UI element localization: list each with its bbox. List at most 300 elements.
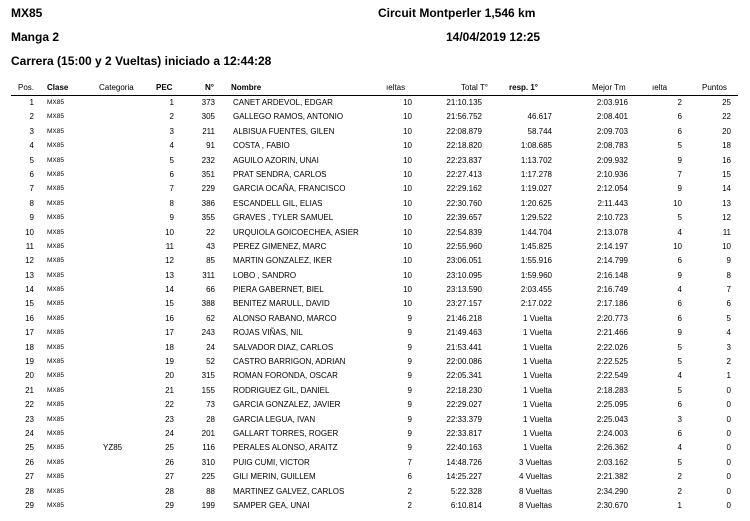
- col-header-nombre: Nombre: [231, 83, 262, 92]
- cell-num: 199: [201, 500, 215, 510]
- cell-mejor: 2:14.197: [596, 241, 628, 251]
- cell-clase: MX85: [47, 127, 64, 135]
- cell-num: 211: [202, 126, 215, 136]
- cell-clase: MX85: [47, 372, 64, 380]
- cell-clase: MX85: [47, 242, 64, 250]
- cell-pec: 25: [165, 443, 174, 453]
- cell-total: 22:54.839: [446, 227, 482, 237]
- cell-mejor: 2:16.749: [596, 285, 628, 295]
- cell-resp: 1 Vuelta: [522, 328, 552, 338]
- cell-pos: 28: [25, 486, 34, 496]
- cell-vueltas: 6: [407, 472, 412, 482]
- table-row: [0, 227, 750, 241]
- cell-vueltas: 9: [407, 443, 412, 453]
- cell-pos: 18: [25, 342, 34, 352]
- cell-pos: 1: [29, 98, 34, 107]
- cell-vuelta: 4: [677, 227, 682, 237]
- cell-mejor: 2:09.932: [596, 155, 628, 165]
- cell-clase: MX85: [47, 429, 64, 437]
- cell-puntos: 22: [722, 112, 731, 122]
- header-divider: [11, 95, 738, 96]
- cell-num: 43: [206, 241, 215, 251]
- cell-vuelta: 6: [677, 126, 682, 136]
- cell-mejor: 2:21.382: [596, 472, 628, 482]
- cell-mejor: 2:22.525: [596, 357, 628, 367]
- cell-pec: 28: [165, 486, 174, 496]
- cell-vuelta: 6: [677, 256, 682, 266]
- cell-resp: 46.617: [527, 112, 552, 122]
- cell-vueltas: 9: [407, 371, 412, 381]
- table-row: [0, 500, 750, 514]
- table-row: [0, 212, 750, 226]
- cell-resp: 58.744: [527, 126, 552, 136]
- cell-puntos: 7: [726, 285, 731, 295]
- cell-puntos: 6: [726, 299, 731, 309]
- cell-resp: 1 Vuelta: [522, 313, 552, 323]
- cell-clase: MX85: [47, 329, 64, 337]
- cell-mejor: 2:21.466: [596, 328, 628, 338]
- cell-pec: 16: [165, 313, 174, 323]
- cell-resp: 1 Vuelta: [522, 357, 552, 367]
- cell-puntos: 0: [726, 443, 731, 453]
- cell-pec: 17: [165, 328, 174, 338]
- cell-pos: 15: [25, 299, 34, 309]
- cell-nombre: GALLEGO RAMOS, ANTONIO: [233, 112, 344, 122]
- cell-clase: MX85: [47, 343, 64, 351]
- cell-clase: MX85: [47, 214, 64, 222]
- cell-vueltas: 10: [403, 241, 412, 251]
- cell-vueltas: 7: [407, 457, 412, 467]
- cell-puntos: 15: [722, 169, 731, 179]
- cell-total: 21:10.135: [446, 98, 482, 107]
- cell-mejor: 2:25.095: [596, 400, 628, 410]
- cell-vuelta: 4: [677, 285, 682, 295]
- cell-vueltas: 10: [403, 141, 412, 151]
- cell-vuelta: 6: [677, 313, 682, 323]
- cell-mejor: 2:14.799: [596, 256, 628, 266]
- col-header-total: Total T°: [460, 83, 488, 92]
- cell-total: 22:18.230: [446, 385, 482, 395]
- cell-pos: 2: [29, 112, 34, 122]
- cell-total: 22:00.086: [446, 357, 482, 367]
- cell-puntos: 0: [726, 472, 731, 482]
- cell-num: 52: [206, 357, 215, 367]
- col-header-mejor: Mejor Tm: [592, 83, 626, 92]
- cell-clase: MX85: [47, 271, 64, 279]
- cell-clase: MX85: [47, 358, 64, 366]
- cell-pec: 21: [165, 385, 174, 395]
- cell-mejor: 2:12.054: [596, 184, 628, 194]
- cell-puntos: 0: [726, 428, 731, 438]
- cell-nombre: ROMAN FORONDA, OSCAR: [233, 371, 338, 381]
- cell-puntos: 8: [726, 270, 731, 280]
- cell-resp: 1 Vuelta: [522, 400, 552, 410]
- cell-mejor: 2:18.283: [596, 385, 628, 395]
- cell-vuelta: 7: [677, 169, 682, 179]
- col-header-pec: PEC: [156, 83, 173, 92]
- cell-num: 225: [201, 472, 215, 482]
- cell-vueltas: 2: [407, 486, 412, 496]
- cell-vuelta: 2: [677, 98, 682, 107]
- cell-num: 24: [206, 342, 215, 352]
- cell-vueltas: 9: [407, 342, 412, 352]
- cell-pec: 23: [165, 414, 174, 424]
- cell-mejor: 2:10.936: [596, 169, 628, 179]
- cell-mejor: 2:09.703: [596, 126, 628, 136]
- cell-total: 5:22.328: [450, 486, 482, 496]
- cell-pos: 16: [25, 313, 34, 323]
- table-row: [0, 126, 750, 140]
- cell-nombre: ROJAS VIÑAS, NIL: [233, 328, 303, 338]
- cell-clase: MX85: [47, 487, 64, 495]
- cell-nombre: BENITEZ MARULL, DAVID: [233, 299, 330, 309]
- cell-pec: 22: [165, 400, 174, 410]
- cell-nombre: MARTIN GONZALEZ, IKER: [233, 256, 332, 266]
- cell-puntos: 13: [722, 198, 731, 208]
- cell-pec: 20: [165, 371, 174, 381]
- cell-pos: 10: [25, 227, 34, 237]
- cell-vuelta: 5: [677, 342, 682, 352]
- cell-mejor: 2:26.362: [596, 443, 628, 453]
- cell-total: 21:53.441: [446, 342, 482, 352]
- table-row: [0, 370, 750, 384]
- cell-num: 311: [202, 270, 215, 280]
- cell-vueltas: 9: [407, 357, 412, 367]
- cell-resp: 2:17.022: [520, 299, 552, 309]
- cell-pec: 27: [165, 472, 174, 482]
- cell-resp: 1 Vuelta: [522, 443, 552, 453]
- cell-mejor: 2:24.003: [596, 428, 628, 438]
- table-row: [0, 385, 750, 399]
- cell-vuelta: 10: [673, 198, 682, 208]
- table-row: [0, 399, 750, 413]
- cell-total: 22:05.341: [446, 371, 482, 381]
- col-header-clase: Clase: [47, 83, 69, 92]
- cell-puntos: 0: [726, 385, 731, 395]
- cell-clase: MX85: [47, 286, 64, 294]
- table-row: [0, 140, 750, 154]
- cell-total: 22:08.879: [446, 126, 482, 136]
- cell-vueltas: 10: [403, 155, 412, 165]
- cell-puntos: 2: [726, 357, 731, 367]
- cell-num: 373: [201, 98, 215, 107]
- cell-vuelta: 10: [673, 241, 682, 251]
- cell-vueltas: 10: [403, 184, 412, 194]
- cell-pos: 14: [25, 285, 34, 295]
- cell-pec: 13: [165, 270, 174, 280]
- cell-mejor: 2:08.401: [596, 112, 628, 122]
- cell-vuelta: 2: [677, 486, 682, 496]
- circuit-title: Circuit Montperler 1,546 km: [378, 6, 536, 20]
- cell-pos: 4: [29, 141, 34, 151]
- cell-total: 22:39.657: [446, 213, 482, 223]
- cell-pec: 1: [169, 98, 174, 107]
- cell-pec: 10: [165, 227, 174, 237]
- cell-clase: MX85: [47, 228, 64, 236]
- cell-nombre: CASTRO BARRIGON, ADRIAN: [233, 357, 346, 367]
- cell-clase: MX85: [47, 444, 64, 452]
- cell-num: 351: [201, 169, 215, 179]
- col-header-puntos: Puntos: [702, 83, 727, 92]
- cell-pos: 21: [25, 385, 34, 395]
- cell-mejor: 2:34.290: [596, 486, 628, 496]
- cell-vuelta: 6: [677, 112, 682, 122]
- cell-pos: 24: [25, 428, 34, 438]
- cell-clase: MX85: [47, 386, 64, 394]
- cell-nombre: GILI MERIN, GUILLEM: [233, 472, 316, 482]
- cell-pec: 26: [165, 457, 174, 467]
- cell-puntos: 1: [726, 371, 731, 381]
- cell-nombre: LOBO , SANDRO: [233, 270, 297, 280]
- cell-num: 88: [206, 486, 215, 496]
- cell-nombre: COSTA , FABIO: [233, 141, 290, 151]
- cell-num: 66: [206, 285, 215, 295]
- cell-mejor: 2:22.549: [596, 371, 628, 381]
- cell-nombre: ESCANDELL GIL, ELIAS: [233, 198, 323, 208]
- cell-vueltas: 9: [407, 428, 412, 438]
- cell-total: 22:29.162: [446, 184, 482, 194]
- cell-resp: 8 Vueltas: [518, 486, 552, 496]
- cell-num: 28: [206, 414, 215, 424]
- cell-num: 201: [201, 428, 215, 438]
- results-table: [0, 97, 750, 514]
- cell-mejor: 2:22.026: [596, 342, 628, 352]
- cell-puntos: 10: [722, 241, 731, 251]
- col-header-pos: Pos.: [17, 83, 34, 92]
- heat-label: Manga 2: [11, 30, 60, 44]
- cell-vuelta: 5: [677, 357, 682, 367]
- table-row: [0, 155, 750, 169]
- cell-pos: 17: [25, 328, 34, 338]
- cell-total: 23:13.590: [446, 285, 482, 295]
- cell-resp: 8 Vueltas: [518, 500, 552, 510]
- cell-pec: 3: [169, 126, 174, 136]
- cell-vueltas: 9: [407, 400, 412, 410]
- cell-pos: 8: [29, 198, 34, 208]
- cell-clase: MX85: [47, 199, 64, 207]
- cell-puntos: 9: [726, 256, 731, 266]
- cell-pec: 14: [165, 285, 174, 295]
- table-row: [0, 270, 750, 284]
- cell-puntos: 18: [722, 141, 731, 151]
- cell-resp: 1 Vuelta: [522, 414, 552, 424]
- cell-num: 386: [201, 198, 215, 208]
- cell-nombre: CANET ARDEVOL, EDGAR: [233, 98, 333, 107]
- table-row: [0, 298, 750, 312]
- col-header-vueltas: ıeltas: [386, 83, 406, 92]
- cell-pos: 6: [29, 169, 34, 179]
- cell-mejor: 2:17.186: [596, 299, 628, 309]
- cell-total: 14:25.227: [446, 472, 482, 482]
- cell-vueltas: 10: [403, 126, 412, 136]
- cell-num: 388: [201, 299, 215, 309]
- cell-resp: 1:55.916: [520, 256, 552, 266]
- cell-pec: 18: [165, 342, 174, 352]
- cell-pos: 25: [25, 443, 34, 453]
- cell-num: 155: [201, 385, 215, 395]
- cell-nombre: RODRIGUEZ GIL, DANIEL: [233, 385, 330, 395]
- cell-puntos: 0: [726, 486, 731, 496]
- cell-resp: 1 Vuelta: [522, 342, 552, 352]
- cell-clase: MX85: [47, 156, 64, 164]
- cell-vueltas: 10: [403, 256, 412, 266]
- cell-pos: 27: [25, 472, 34, 482]
- cell-vueltas: 9: [407, 414, 412, 424]
- cell-nombre: SALVADOR DIAZ, CARLOS: [233, 342, 334, 352]
- cell-total: 22:23.837: [446, 155, 482, 165]
- table-row: [0, 284, 750, 298]
- cell-total: 23:10.095: [446, 270, 482, 280]
- cell-resp: 1:17.278: [520, 169, 552, 179]
- col-header-vuelta: ıelta: [652, 83, 668, 92]
- cell-pec: 29: [165, 500, 174, 510]
- cell-vuelta: 9: [677, 328, 682, 338]
- cell-pos: 5: [29, 155, 34, 165]
- cell-nombre: GARCIA LEGUA, IVAN: [233, 414, 316, 424]
- cell-resp: 1 Vuelta: [522, 385, 552, 395]
- cell-clase: MX85: [47, 473, 64, 481]
- cell-num: 243: [201, 328, 215, 338]
- table-row: [0, 414, 750, 428]
- cell-pos: 7: [29, 184, 34, 194]
- cell-num: 305: [201, 112, 215, 122]
- table-row: [0, 255, 750, 269]
- table-row: [0, 183, 750, 197]
- cell-vueltas: 10: [403, 98, 412, 107]
- cell-vuelta: 1: [677, 500, 682, 510]
- cell-nombre: ALBISUA FUENTES, GILEN: [233, 126, 335, 136]
- cell-total: 21:56.752: [446, 112, 482, 122]
- cell-clase: MX85: [47, 170, 64, 178]
- cell-vuelta: 5: [677, 213, 682, 223]
- cell-pos: 9: [29, 213, 34, 223]
- cell-pec: 4: [169, 141, 174, 151]
- cell-pos: 19: [25, 357, 34, 367]
- col-header-categoria: Categoria: [99, 83, 134, 92]
- cell-resp: 1:19.027: [520, 184, 552, 194]
- cell-pos: 13: [25, 270, 34, 280]
- table-row: [0, 471, 750, 485]
- cell-nombre: GARCIA GONZALEZ, JAVIER: [233, 400, 341, 410]
- cell-clase: MX85: [47, 458, 64, 466]
- cell-vueltas: 10: [403, 285, 412, 295]
- cell-num: 22: [206, 227, 215, 237]
- cell-mejor: 2:08.783: [596, 141, 628, 151]
- cell-num: 85: [206, 256, 215, 266]
- table-row: [0, 313, 750, 327]
- cell-nombre: GRAVES , TYLER SAMUEL: [233, 213, 334, 223]
- cell-vuelta: 4: [677, 371, 682, 381]
- cell-vueltas: 10: [403, 227, 412, 237]
- cell-vuelta: 6: [677, 400, 682, 410]
- cell-pos: 11: [25, 241, 34, 251]
- cell-pos: 26: [25, 457, 34, 467]
- cell-vueltas: 10: [403, 198, 412, 208]
- cell-vueltas: 10: [403, 299, 412, 309]
- cell-total: 23:06.051: [446, 256, 482, 266]
- cell-pec: 6: [169, 169, 174, 179]
- cell-pos: 23: [25, 414, 34, 424]
- cell-pos: 29: [25, 500, 34, 510]
- cell-puntos: 0: [726, 414, 731, 424]
- cell-mejor: 2:13.078: [596, 227, 628, 237]
- cell-nombre: PEREZ GIMENEZ, MARC: [233, 241, 327, 251]
- cell-vueltas: 10: [403, 112, 412, 122]
- cell-num: 355: [201, 213, 215, 223]
- cell-pec: 11: [165, 241, 174, 251]
- race-info: Carrera (15:00 y 2 Vueltas) iniciado a 12:44:28: [11, 54, 272, 68]
- cell-resp: 1:08.685: [520, 141, 552, 151]
- table-row: [0, 111, 750, 125]
- cell-mejor: 2:10.723: [596, 213, 628, 223]
- cell-vuelta: 3: [677, 414, 682, 424]
- cell-total: 22:40.163: [446, 443, 482, 453]
- cell-nombre: AGUILO AZORIN, UNAI: [233, 155, 319, 165]
- cell-total: 6:10.814: [450, 500, 482, 510]
- cell-nombre: GARCIA OCAÑA, FRANCISCO: [233, 184, 346, 194]
- cell-pos: 12: [25, 256, 34, 266]
- cell-resp: 1 Vuelta: [522, 371, 552, 381]
- cell-vuelta: 9: [677, 270, 682, 280]
- cell-nombre: PIERA GABERNET, BIEL: [233, 285, 324, 295]
- table-row: [0, 457, 750, 471]
- cell-resp: 4 Vueltas: [518, 472, 552, 482]
- cell-num: 232: [201, 155, 215, 165]
- cell-num: 310: [201, 457, 215, 467]
- cell-clase: MX85: [47, 401, 64, 409]
- cell-clase: MX85: [47, 113, 64, 121]
- cell-clase: MX85: [47, 501, 64, 509]
- cell-resp: 1:59.960: [520, 270, 552, 280]
- cell-total: 21:46.218: [446, 313, 482, 323]
- cell-pec: 5: [169, 155, 174, 165]
- cell-pec: 8: [169, 198, 174, 208]
- cell-nombre: PERALES ALONSO, ARAITZ: [233, 443, 338, 453]
- cell-total: 21:49.463: [446, 328, 482, 338]
- col-header-resp: resp. 1°: [509, 83, 538, 92]
- cell-pos: 22: [25, 400, 34, 410]
- cell-total: 22:30.760: [446, 198, 482, 208]
- cell-total: 22:27.413: [446, 169, 482, 179]
- cell-vuelta: 6: [677, 428, 682, 438]
- cell-puntos: 11: [722, 227, 731, 237]
- cell-total: 22:18.820: [446, 141, 482, 151]
- cell-vuelta: 4: [677, 443, 682, 453]
- cell-vueltas: 10: [403, 270, 412, 280]
- cell-vuelta: 5: [677, 385, 682, 395]
- cell-clase: MX85: [47, 142, 64, 150]
- cell-mejor: 2:25.043: [596, 414, 628, 424]
- table-row: [0, 327, 750, 341]
- cell-num: 62: [206, 313, 215, 323]
- category-title: MX85: [11, 6, 43, 20]
- cell-puntos: 3: [726, 342, 731, 352]
- col-header-number: N°: [205, 83, 214, 92]
- cell-total: 22:33.379: [446, 414, 482, 424]
- cell-mejor: 2:30.670: [596, 500, 628, 510]
- cell-nombre: GALLART TORRES, ROGER: [233, 428, 339, 438]
- cell-puntos: 0: [726, 500, 731, 510]
- cell-puntos: 4: [726, 328, 731, 338]
- cell-clase: MX85: [47, 99, 64, 106]
- table-row: [0, 169, 750, 183]
- table-row: [0, 198, 750, 212]
- cell-mejor: 2:16.148: [596, 270, 628, 280]
- cell-resp: 1:13.702: [520, 155, 552, 165]
- cell-puntos: 0: [726, 400, 731, 410]
- cell-vuelta: 9: [677, 155, 682, 165]
- cell-total: 22:55.960: [446, 241, 482, 251]
